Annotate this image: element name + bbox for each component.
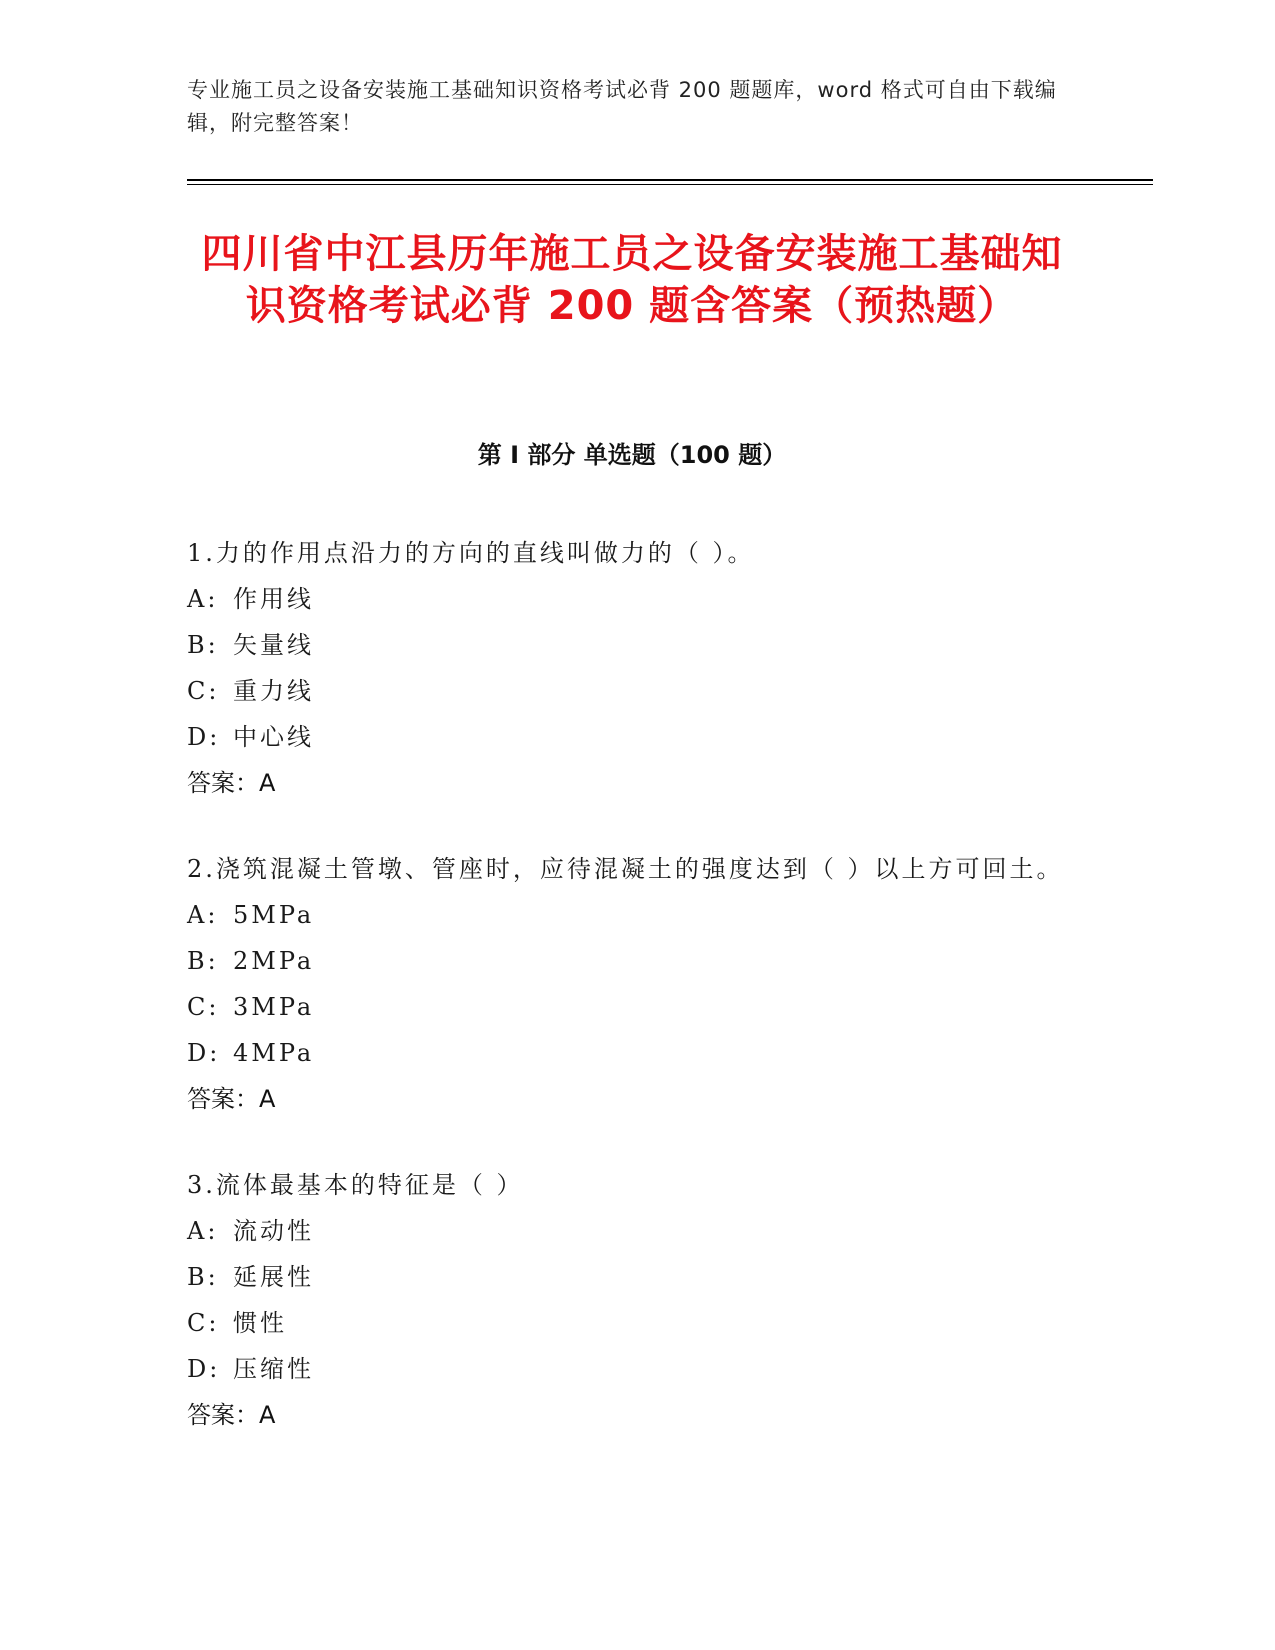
option-text: 5MPa [233,901,315,929]
option-key: C: [187,993,220,1021]
option-text: 2MPa [233,947,315,975]
option-key: B: [187,631,219,659]
option-c [187,984,1087,1030]
answer-value: A [259,1401,276,1429]
option-b [187,622,1087,668]
option-text: 重力线 [233,677,314,705]
question-2 [187,846,1087,1122]
option-c [187,668,1087,714]
question-list [187,530,1087,1478]
option-b [187,938,1087,984]
option-key: A: [187,585,219,613]
option-a [187,576,1087,622]
option-text: 流动性 [233,1217,314,1245]
option-b [187,1254,1087,1300]
option-d [187,1030,1087,1076]
option-key: D: [187,1039,221,1067]
answer-line [187,1076,1087,1122]
option-key: C: [187,677,220,705]
option-a [187,1208,1087,1254]
answer-line [187,1392,1087,1438]
option-d [187,714,1087,760]
option-text: 延展性 [233,1263,314,1291]
option-key: B: [187,947,219,975]
answer-value: A [259,1085,276,1113]
answer-label: 答案： [187,1085,259,1113]
option-c [187,1300,1087,1346]
option-key: C: [187,1309,220,1337]
question-stem: 1.力的作用点沿力的方向的直线叫做力的（ ）。 [187,539,755,567]
option-key: B: [187,1263,219,1291]
answer-line [187,760,1087,806]
question-1 [187,530,1087,806]
option-text: 压缩性 [233,1355,314,1383]
option-key: D: [187,723,221,751]
option-text: 矢量线 [233,631,314,659]
option-key: A: [187,901,219,929]
option-text: 3MPa [233,993,315,1021]
option-a [187,892,1087,938]
option-key: A: [187,1217,219,1245]
option-d [187,1346,1087,1392]
section-title: 第 I 部分 单选题（100 题） [477,441,787,469]
option-key: D: [187,1355,221,1383]
answer-label: 答案： [187,769,259,797]
question-3 [187,1162,1087,1438]
option-text: 4MPa [233,1039,315,1067]
header-divider-thick [187,179,1153,181]
document-title: 四川省中江县历年施工员之设备安装施工基础知识资格考试必背 200 题含答案（预热题） [201,231,1063,329]
answer-label: 答案： [187,1401,259,1429]
option-text: 惯性 [233,1309,287,1337]
question-stem: 2.浇筑混凝土管墩、管座时，应待混凝土的强度达到（ ）以上方可回土。 [187,855,1064,883]
option-text: 中心线 [233,723,314,751]
header-note: 专业施工员之设备安装施工基础知识资格考试必背 200 题题库，word 格式可自由下载编辑，附完整答案！ [187,78,1057,135]
option-text: 作用线 [233,585,314,613]
answer-value: A [259,769,276,797]
header-divider-thin [187,184,1153,185]
question-stem: 3.流体最基本的特征是（ ） [187,1171,524,1199]
